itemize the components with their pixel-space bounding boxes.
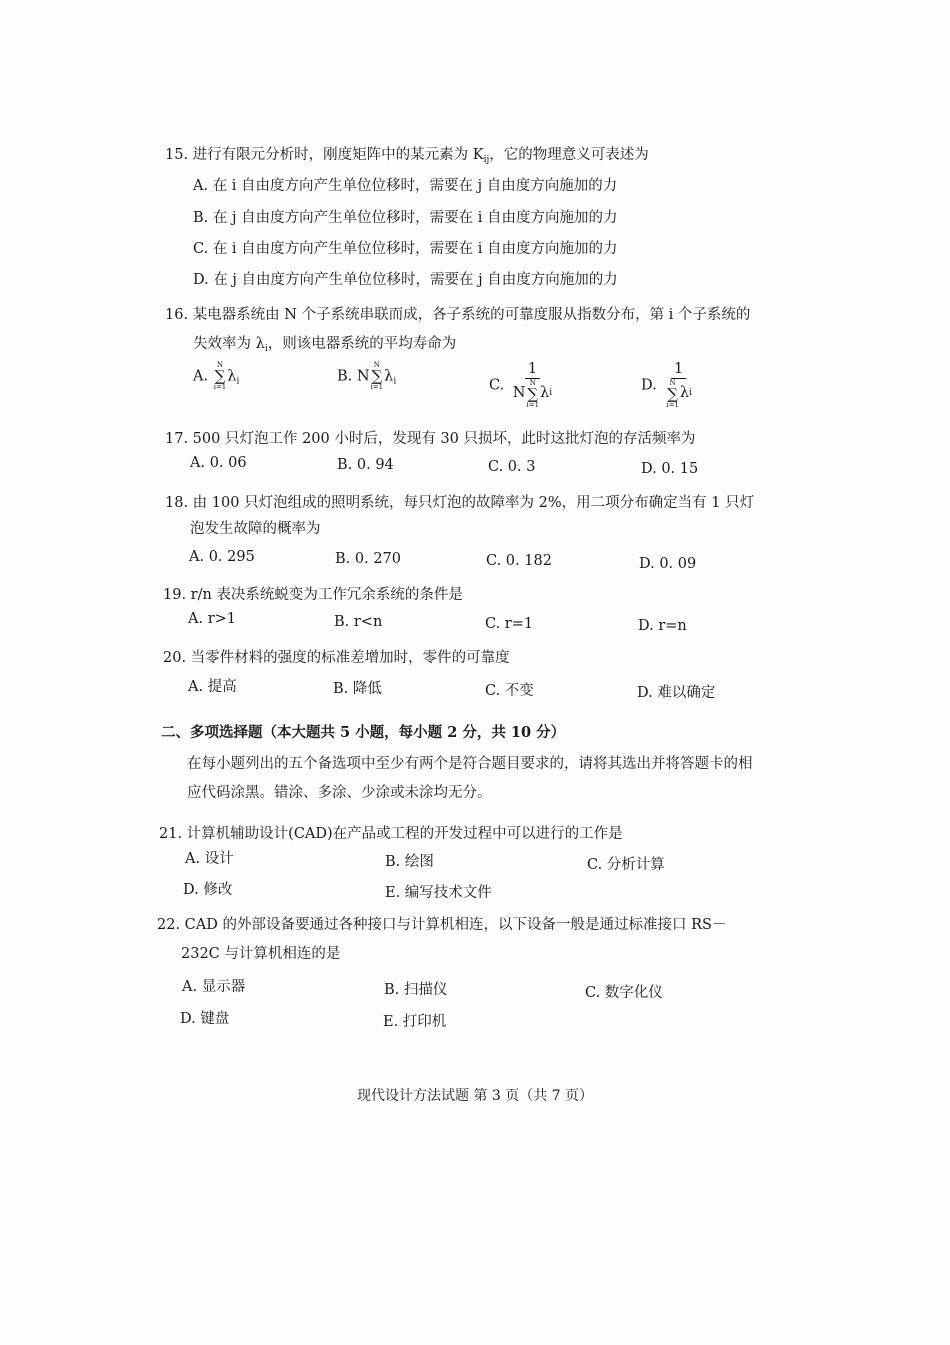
q21-option-a: A. 设计 xyxy=(185,851,234,867)
q21-option-e: E. 编写技术文件 xyxy=(385,885,492,901)
q15-option-d: D. 在 j 自由度方向产生单位位移时，需要在 j 自由度方向施加的力 xyxy=(193,272,618,288)
section2-instructions-line1: 在每小题列出的五个备选项中至少有两个是符合题目要求的，请将其选出并将答题卡的相 xyxy=(187,756,753,772)
q19-option-a: A. r>1 xyxy=(188,611,236,627)
summation-symbol: N ∑ i=1 xyxy=(370,361,384,391)
q18-stem-line1: 18. 由 100 只灯泡组成的照明系统，每只灯泡的故障率为 2%，用二项分布确定当有 1 只灯 xyxy=(165,495,755,511)
q18-stem-line2: 泡发生故障的概率为 xyxy=(190,521,321,537)
q17-option-a: A. 0. 06 xyxy=(190,455,247,471)
fraction: 1 N ∑ i=1 λ i xyxy=(666,361,692,409)
q15-stem: 15. 进行有限元分析时，刚度矩阵中的某元素为 $K_{ij}$，它的物理意义可表述为 xyxy=(165,147,649,165)
q20-option-c: C. 不变 xyxy=(485,683,534,699)
q22-option-e: E. 打印机 xyxy=(383,1014,447,1030)
q18-option-a: A. 0. 295 xyxy=(189,549,255,565)
q16-stem-line1: 16. 某电器系统由 N 个子系统串联而成，各子系统的可靠度服从指数分布，第 i 个子系统的 xyxy=(165,307,751,323)
q17-option-c: C. 0. 3 xyxy=(488,459,536,475)
q16-stem-line2: 失效率为 $\lambda_i$，则该电器系统的平均寿命为 xyxy=(193,336,457,354)
q18-option-b: B. 0. 270 xyxy=(335,551,401,567)
q22-stem-line1: 22. CAD 的外部设备要通过各种接口与计算机相连，以下设备一般是通过标准接口 RS－ xyxy=(157,917,727,933)
q19-option-d: D. r=n xyxy=(638,618,687,634)
fraction: 1 N N ∑ i=1 λ i xyxy=(512,361,553,409)
q19-option-b: B. r<n xyxy=(334,614,383,630)
q22-option-c: C. 数字化仪 xyxy=(585,985,663,1001)
q17-stem: 17. 500 只灯泡工作 200 小时后，发现有 30 只损坏，此时这批灯泡的存活频率为 xyxy=(165,431,696,447)
q18-option-c: C. 0. 182 xyxy=(486,553,552,569)
q20-option-d: D. 难以确定 xyxy=(637,685,716,701)
q15-option-b: B. 在 j 自由度方向产生单位位移时，需要在 i 自由度方向施加的力 xyxy=(193,210,618,226)
q19-option-c: C. r=1 xyxy=(485,616,534,632)
q17-option-b: B. 0. 94 xyxy=(337,457,394,473)
q20-stem: 20. 当零件材料的强度的标准差增加时，零件的可靠度 xyxy=(163,650,510,666)
q16-option-c: C. 1 N N ∑ i=1 λ i xyxy=(489,361,553,409)
q22-option-d: D. 键盘 xyxy=(180,1011,230,1027)
q17-option-d: D. 0. 15 xyxy=(641,461,699,477)
q16-option-d: D. 1 N ∑ i=1 λ i xyxy=(641,361,692,409)
q20-option-a: A. 提高 xyxy=(188,679,237,695)
section2-instructions-line2: 应代码涂黑。错涂、多涂、少涂或未涂均无分。 xyxy=(187,785,492,801)
q16-option-a: A. N ∑ i=1 $\lambda_i$ xyxy=(193,361,240,391)
section2-title: 二、多项选择题（本大题共 5 小题，每小题 2 分，共 10 分） xyxy=(161,724,566,741)
q15-option-c: C. 在 i 自由度方向产生单位位移时，需要在 i 自由度方向施加的力 xyxy=(193,241,618,257)
q18-option-d: D. 0. 09 xyxy=(639,556,697,572)
page-footer: 现代设计方法试题 第 3 页（共 7 页） xyxy=(356,1088,594,1104)
q16-option-b: B. N N ∑ i=1 $\lambda_i$ xyxy=(337,361,397,391)
q21-stem: 21. 计算机辅助设计(CAD)在产品或工程的开发过程中可以进行的工作是 xyxy=(159,826,623,842)
q15-option-a: A. 在 i 自由度方向产生单位位移时，需要在 j 自由度方向施加的力 xyxy=(193,178,618,194)
q21-option-b: B. 绘图 xyxy=(385,854,434,870)
q22-stem-line2: 232C 与计算机相连的是 xyxy=(181,946,341,962)
q21-option-c: C. 分析计算 xyxy=(587,857,665,873)
q19-stem: 19. r/n 表决系统蜕变为工作冗余系统的条件是 xyxy=(163,587,463,603)
summation-symbol: N ∑ i=1 xyxy=(213,361,227,391)
q20-option-b: B. 降低 xyxy=(333,681,382,697)
q22-option-b: B. 扫描仪 xyxy=(384,982,448,998)
q22-option-a: A. 显示器 xyxy=(182,979,246,995)
q21-option-d: D. 修改 xyxy=(183,882,233,898)
